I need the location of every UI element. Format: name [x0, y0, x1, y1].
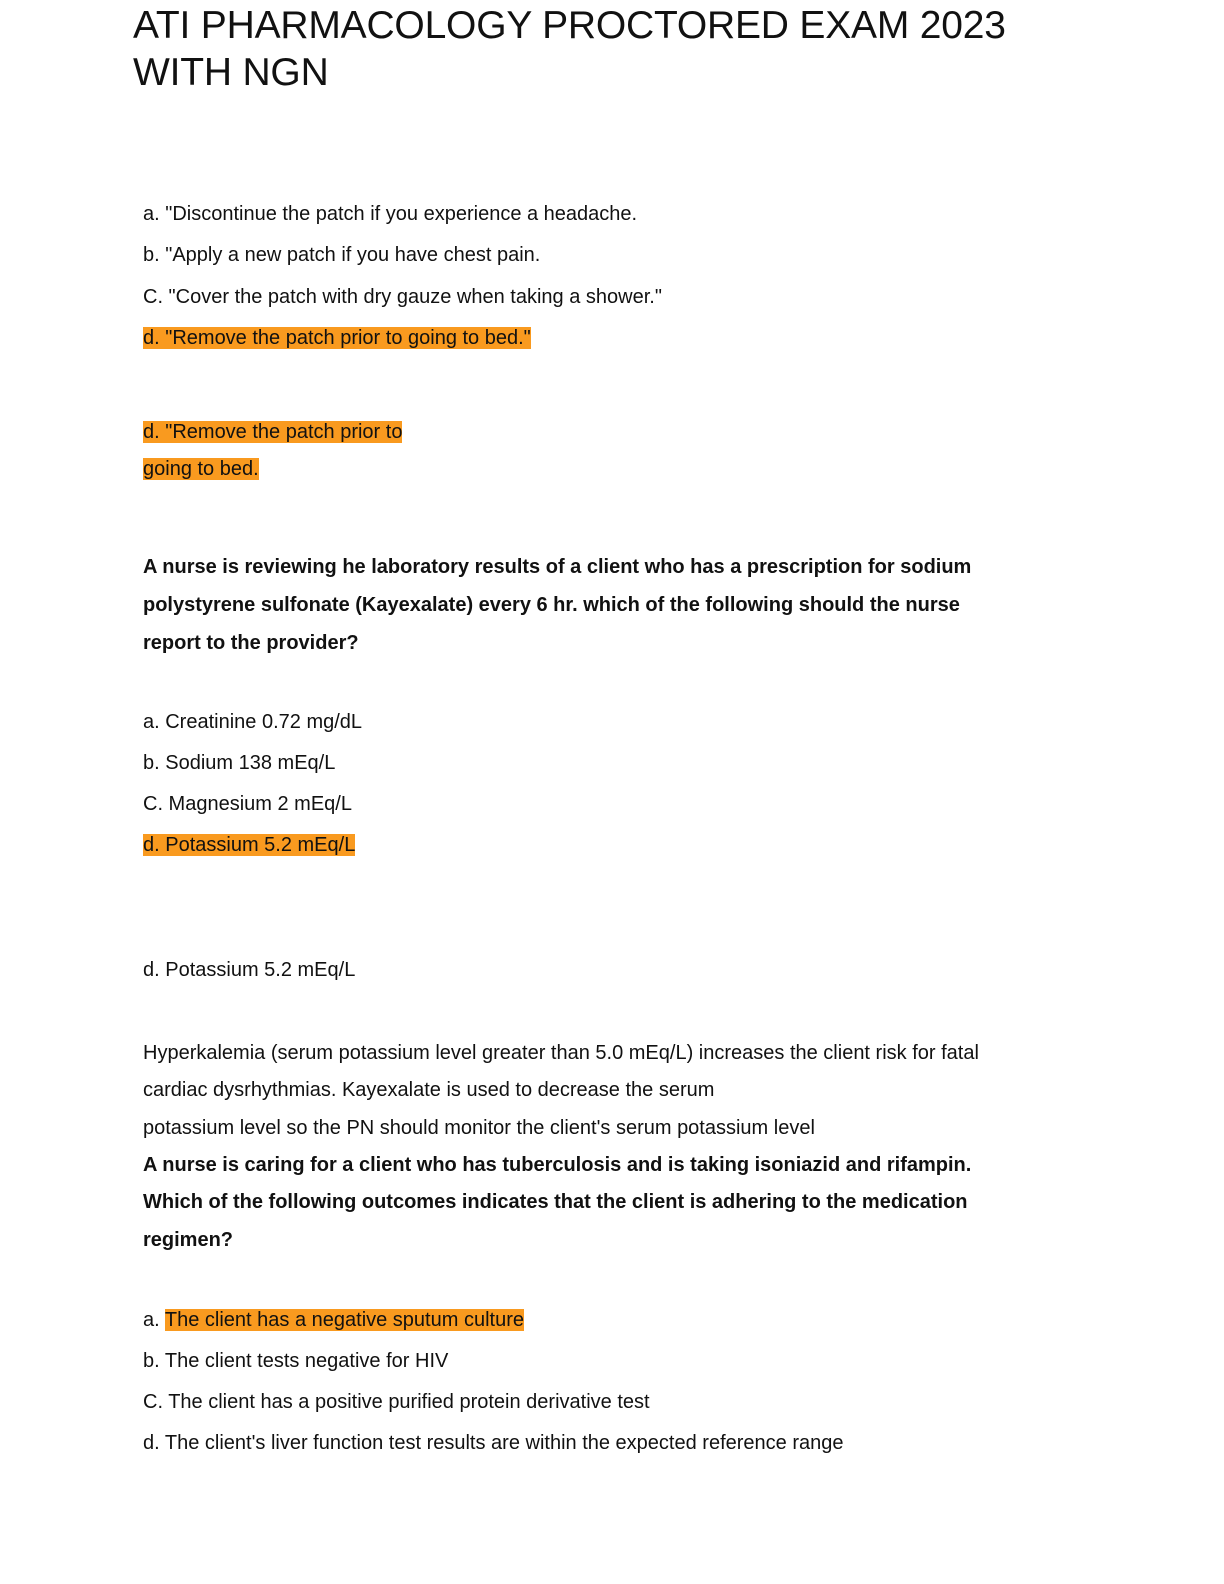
q2-rationale-line-3: potassium level so the PN should monitor the client's serum potassium level [143, 1117, 815, 1139]
q2-stem-line-3: report to the provider? [143, 632, 359, 654]
q2-stem-line-1: A nurse is reviewing he laboratory results of a client who has a prescription for sodium [143, 556, 972, 578]
document-title [133, 2, 1006, 96]
q2-answer: d. Potassium 5.2 mEq/L [143, 959, 356, 981]
q3-option-c: C. The client has a positive purified protein derivative test [143, 1391, 650, 1413]
q1-answer-line-2: going to bed. [143, 458, 259, 480]
q3-option-b: b. The client tests negative for HIV [143, 1350, 449, 1372]
q2-rationale-line-2: cardiac dysrhythmias. Kayexalate is used to decrease the serum [143, 1079, 715, 1101]
q3-stem-line-1: A nurse is caring for a client who has tuberculosis and is taking isoniazid and rifampin. [143, 1154, 972, 1176]
q3-stem-line-2: Which of the following outcomes indicates that the client is adhering to the medication [143, 1191, 968, 1213]
q2-option-b: b. Sodium 138 mEq/L [143, 752, 336, 774]
q1-option-d-highlighted: d. "Remove the patch prior to going to bed." [143, 327, 531, 349]
document-title-line-1: ATI PHARMACOLOGY PROCTORED EXAM 2023 [133, 4, 1006, 47]
q2-rationale-line-1: Hyperkalemia (serum potassium level greater than 5.0 mEq/L) increases the client risk for fatal [143, 1042, 979, 1064]
q3-option-a-highlighted-text: The client has a negative sputum culture [164, 1309, 524, 1331]
q2-stem-line-2: polystyrene sulfonate (Kayexalate) every 6 hr. which of the following should the nurse [143, 594, 960, 616]
q1-answer-line-1: d. "Remove the patch prior to [143, 421, 403, 443]
q2-option-d-highlighted: d. Potassium 5.2 mEq/L [143, 834, 356, 856]
q1-option-a: a. "Discontinue the patch if you experience a headache. [143, 203, 638, 225]
q3-option-a: a. The client has a negative sputum culture [143, 1309, 524, 1331]
q3-stem-line-3: regimen? [143, 1229, 234, 1251]
q2-option-c: C. Magnesium 2 mEq/L [143, 793, 352, 815]
q1-option-c: C. "Cover the patch with dry gauze when taking a shower." [143, 286, 662, 308]
q2-option-a: a. Creatinine 0.72 mg/dL [143, 711, 363, 733]
q3-option-d: d. The client's liver function test results are within the expected reference range [143, 1432, 844, 1454]
document-title-line-2: WITH NGN [133, 51, 329, 94]
q1-option-b: b. "Apply a new patch if you have chest pain. [143, 244, 541, 266]
